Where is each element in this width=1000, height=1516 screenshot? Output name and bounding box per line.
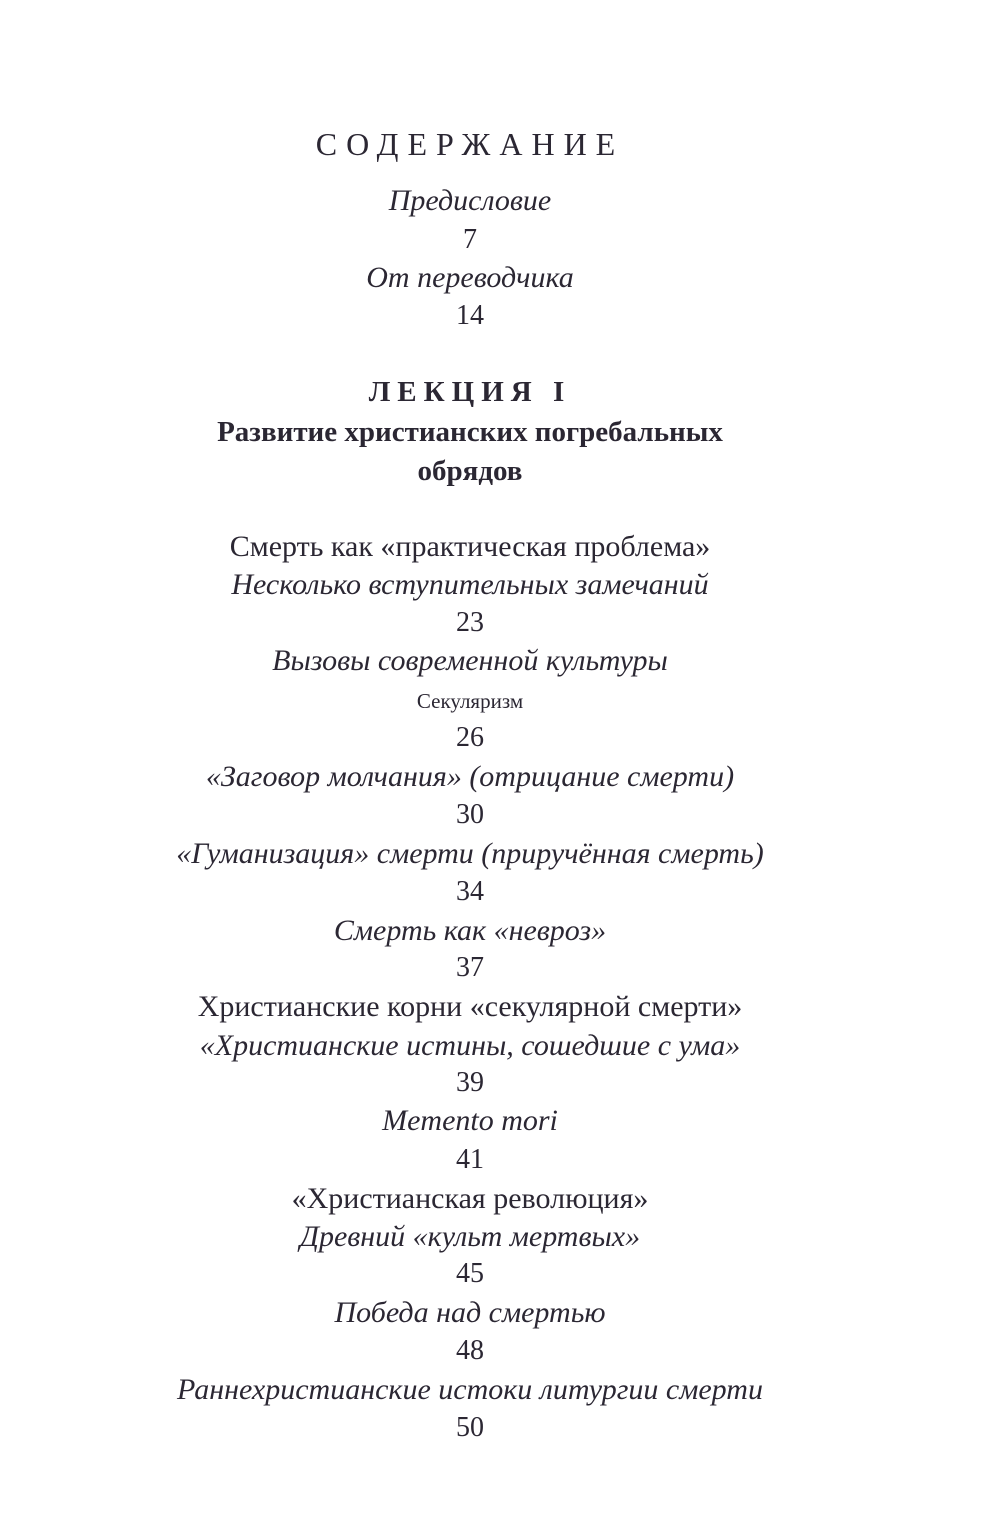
lecture-title-line-1: Развитие христианских погребальных	[217, 416, 723, 448]
toc-subsection-title: «Заговор молчания» (отрицание смерти)	[205, 760, 735, 793]
toc-page-number: 45	[456, 1258, 484, 1289]
toc-subsection-title: Несколько вступительных замечаний	[231, 568, 709, 601]
toc-page-number: 39	[456, 1067, 484, 1098]
toc-page-number: 34	[456, 876, 484, 907]
toc-subsection-title: Победа над смертью	[334, 1296, 606, 1329]
toc-page-number: 7	[463, 224, 477, 255]
toc-subsection-title: Раннехристианские истоки литургии смерти	[177, 1373, 763, 1406]
toc-page-number: 26	[456, 722, 484, 753]
toc-entry-translator-note: От переводчика	[366, 261, 574, 294]
toc-section-title: Христианские корни «секулярной смерти»	[197, 990, 743, 1023]
toc-entry-preface: Предисловие	[388, 184, 552, 217]
toc-page-number: 41	[456, 1144, 484, 1175]
toc-page-number: 48	[456, 1335, 484, 1366]
toc-page-number: 37	[456, 952, 484, 983]
toc-subsection-title: Вызовы современной культуры	[272, 644, 668, 677]
toc-page-number: 23	[456, 607, 484, 638]
toc-page-number: 50	[456, 1412, 484, 1443]
toc-subsection-title: Memento mori	[382, 1104, 558, 1137]
toc-section-title: «Христианская революция»	[291, 1182, 649, 1215]
toc-subsection-title: «Христианские истины, сошедшие с ума»	[199, 1029, 741, 1062]
toc-subsection-title: Смерть как «невроз»	[333, 914, 607, 947]
toc-minor-heading: Секуляризм	[416, 689, 524, 713]
toc-page-number: 14	[456, 300, 484, 331]
toc-section-title: Смерть как «практическая проблема»	[229, 530, 711, 563]
toc-subsection-title: «Гуманизация» смерти (приручённая смерть)	[176, 837, 764, 870]
lecture-label: ЛЕКЦИЯ I	[368, 376, 572, 408]
toc-subsection-title: Древний «культ мертвых»	[299, 1220, 641, 1253]
lecture-title-line-2: обрядов	[417, 455, 523, 487]
contents-heading: СОДЕРЖАНИЕ	[315, 126, 625, 162]
toc-page-number: 30	[456, 799, 484, 830]
